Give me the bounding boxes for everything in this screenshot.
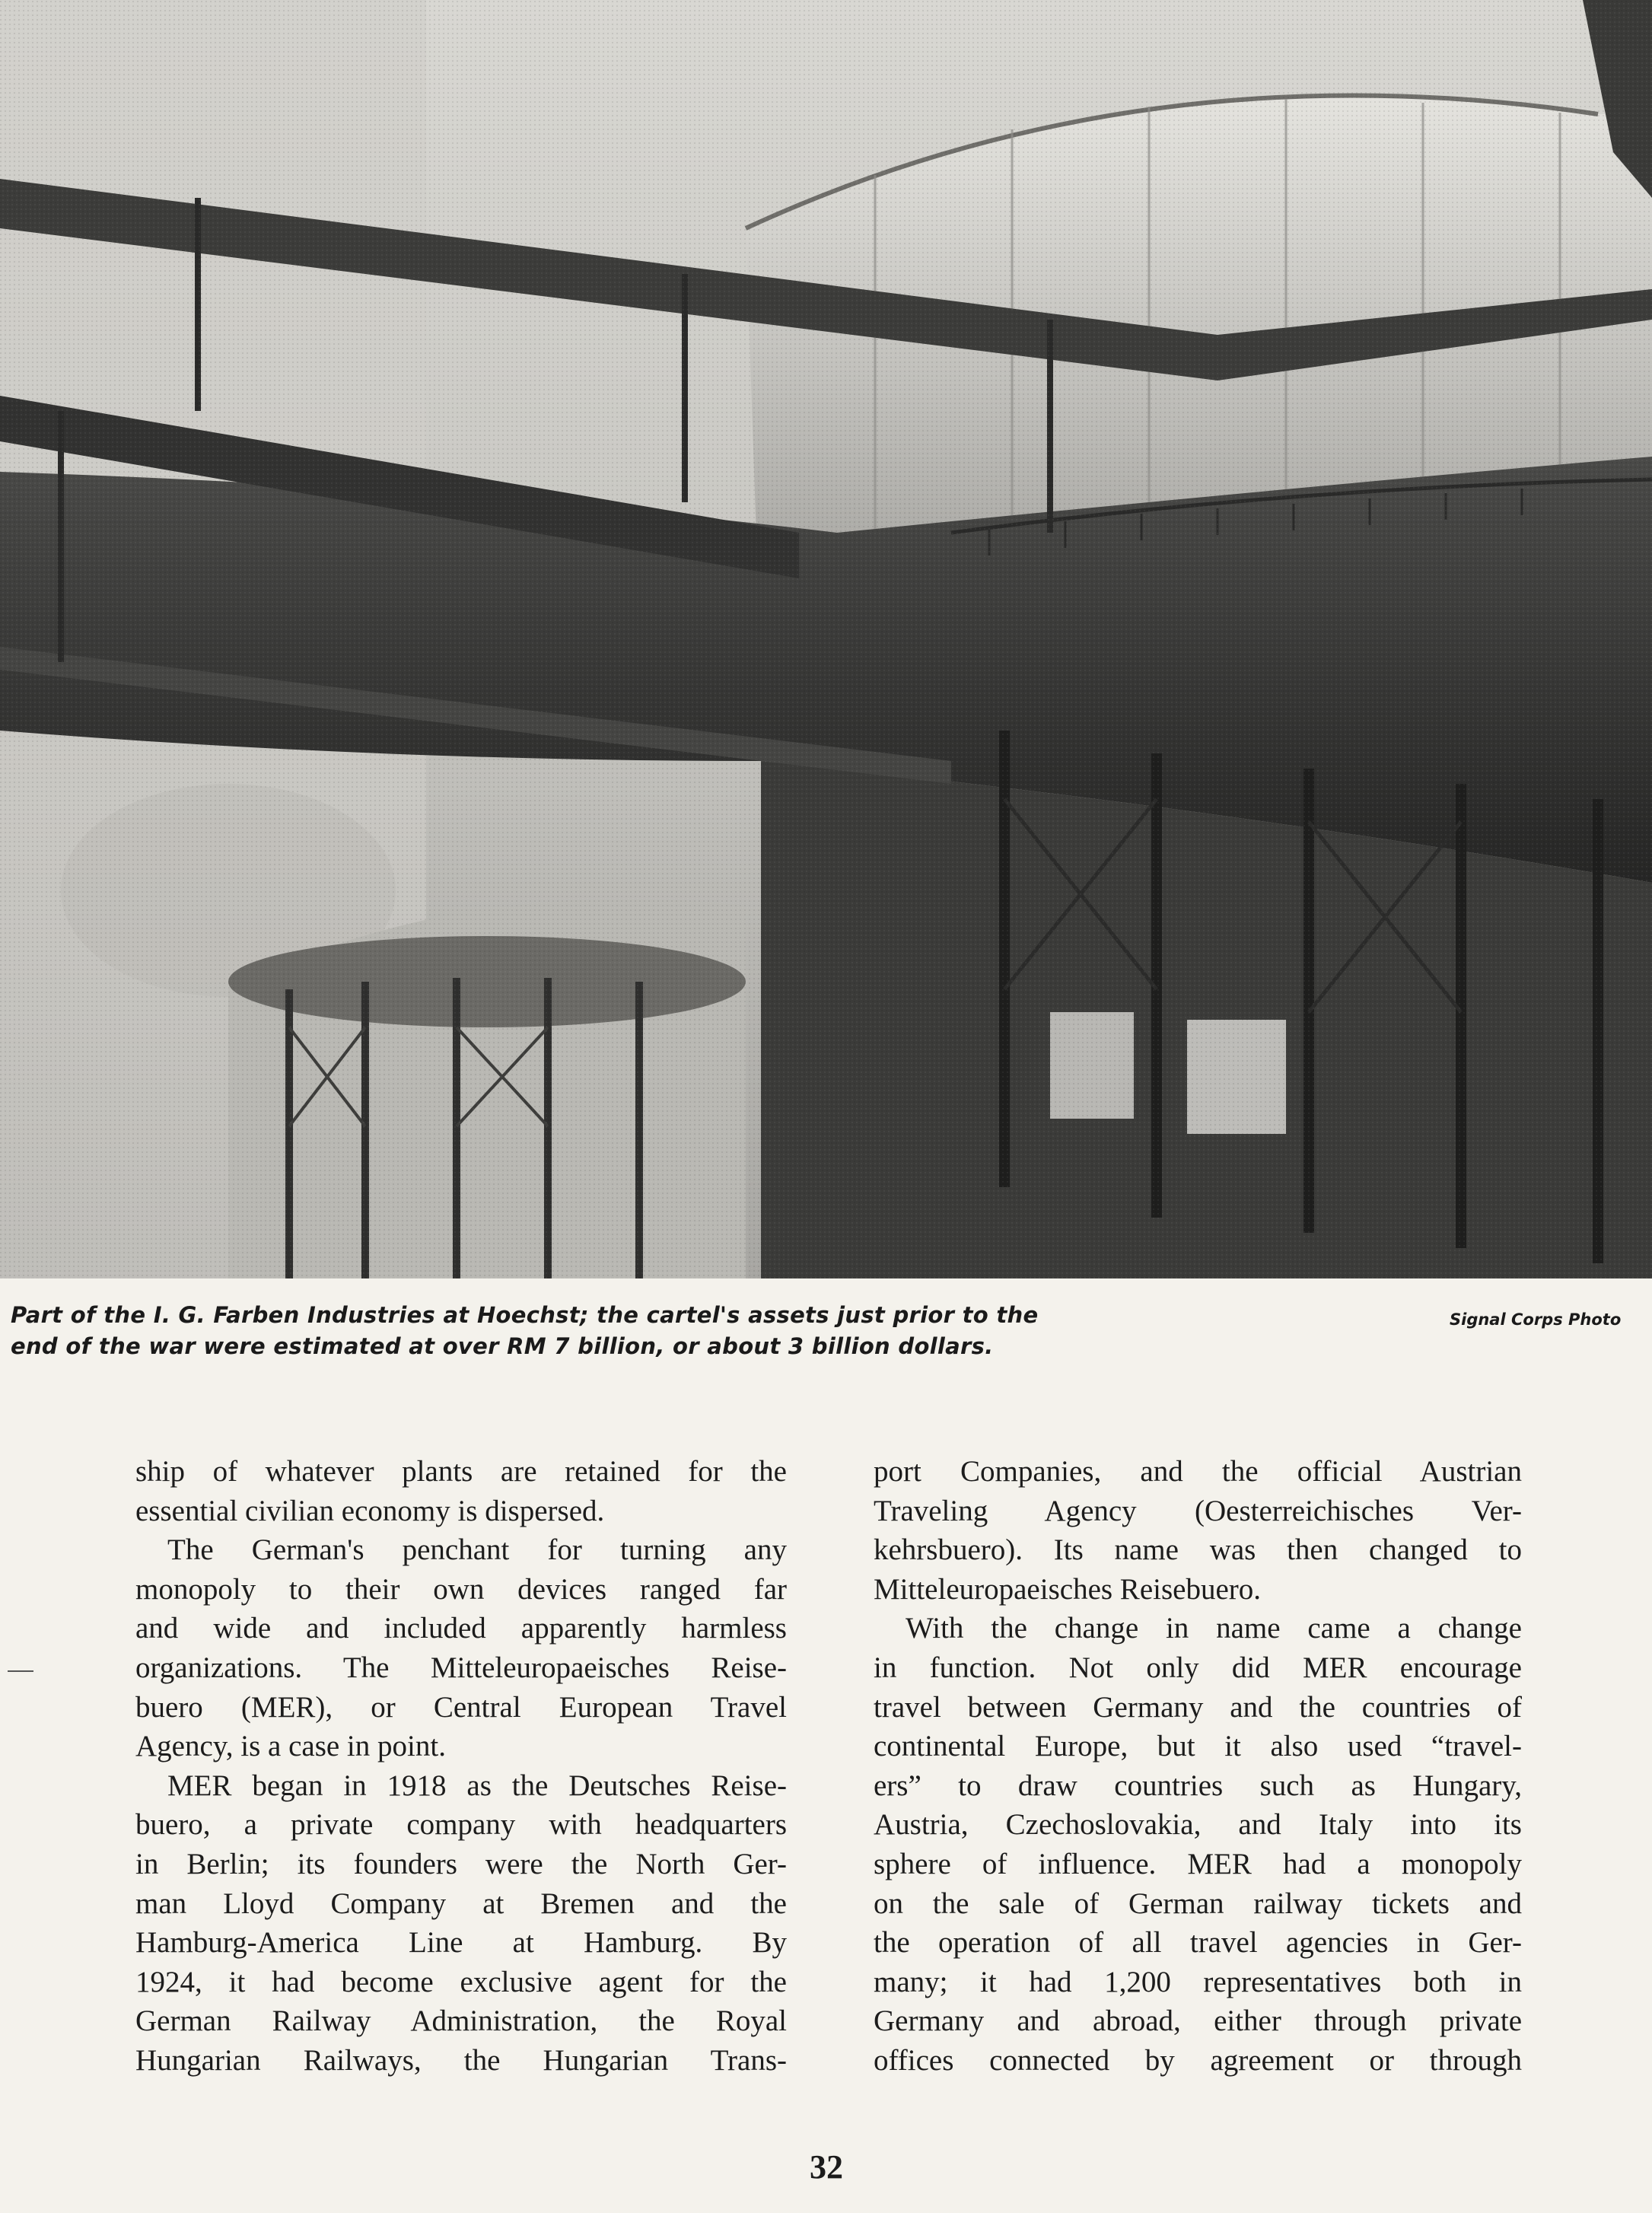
text-line: With the change in name came a change	[906, 1612, 1522, 1645]
text-line: on the sale of German railway tickets and	[874, 1887, 1522, 1920]
text-line: the operation of all travel agencies in Ger-	[874, 1926, 1522, 1960]
text-line: offices connected by agreement or through	[874, 2043, 1522, 2077]
text-line: MER began in 1918 as the Deutsches Reise-	[167, 1769, 787, 1802]
text-line: port Companies, and the official Austrian	[874, 1455, 1522, 1488]
text-line: German Railway Administration, the Royal	[135, 2004, 787, 2038]
text-line: sphere of influence. MER had a monopoly	[874, 1847, 1522, 1880]
photo-credit: Signal Corps Photo	[1450, 1310, 1622, 1329]
caption-line: end of the war were estimated at over RM 7 billion, or about 3 billion dollars.	[11, 1333, 994, 1359]
text-line: in function. Not only did MER encourage	[874, 1651, 1522, 1684]
article-column-left	[135, 1452, 787, 2081]
text-line: The German's penchant for turning any	[167, 1533, 787, 1567]
text-line: travel between Germany and the countries of	[874, 1690, 1522, 1724]
text-line: 1924, it had become exclusive agent for the	[135, 1965, 787, 1998]
text-line: Hamburg-America Line at Hamburg. By	[135, 1926, 787, 1960]
text-line: and wide and included apparently harmless	[135, 1612, 787, 1645]
text-line: in Berlin; its founders were the North Ger-	[135, 1847, 787, 1880]
article-column-right	[874, 1452, 1522, 2081]
text-line: kehrsbuero). Its name was then changed to	[874, 1533, 1522, 1567]
text-line: essential civilian economy is dispersed.	[135, 1494, 605, 1527]
text-line: Mitteleuropaeisches Reisebuero.	[874, 1572, 1261, 1606]
text-line: many; it had 1,200 representatives both in	[874, 1965, 1522, 1998]
text-line: ship of whatever plants are retained for the	[135, 1455, 787, 1488]
text-line: organizations. The Mitteleuropaeisches Reise-	[135, 1651, 787, 1684]
text-line: monopoly to their own devices ranged far	[135, 1572, 787, 1606]
text-line: Germany and abroad, either through private	[874, 2004, 1522, 2038]
text-line: buero, a private company with headquarters	[135, 1808, 787, 1842]
text-line: continental Europe, but it also used “travel-	[874, 1730, 1522, 1763]
text-line: ers” to draw countries such as Hungary,	[874, 1769, 1522, 1802]
text-line: Agency, is a case in point.	[135, 1730, 446, 1763]
text-line: man Lloyd Company at Bremen and the	[135, 1887, 787, 1920]
text-line: buero (MER), or Central European Travel	[135, 1690, 787, 1724]
photo-caption	[11, 1300, 1068, 1362]
text-line: Austria, Czechoslovakia, and Italy into its	[874, 1808, 1522, 1842]
margin-mark	[8, 1670, 33, 1672]
text-line: Hungarian Railways, the Hungarian Trans-	[135, 2043, 787, 2077]
text-line: Traveling Agency (Oesterreichisches Ver-	[874, 1494, 1522, 1527]
page-number: 32	[810, 2148, 843, 2186]
caption-line: Part of the I. G. Farben Industries at Hoechst; the cartel's assets just prior to the	[11, 1302, 1039, 1328]
